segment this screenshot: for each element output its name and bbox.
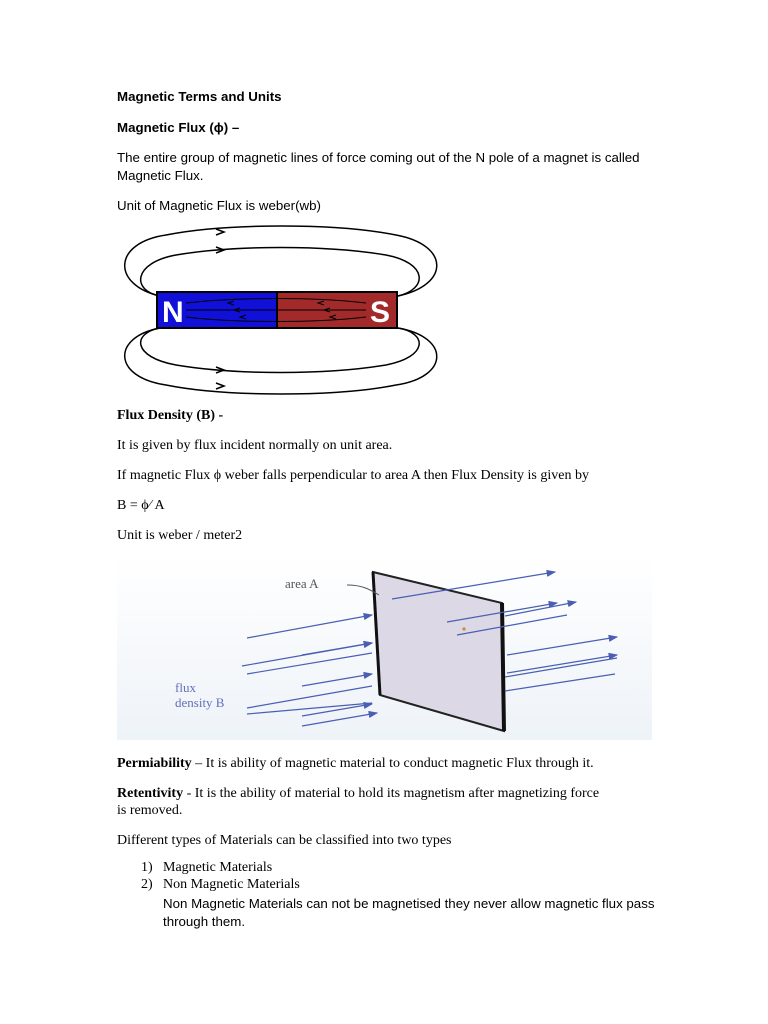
page-heading: Magnetic Terms and Units — [117, 89, 282, 104]
magnetic-flux-definition-1: The entire group of magnetic lines of force coming out of the N pole of a magnet is called — [117, 150, 640, 165]
flux-density-formula: B = ϕ⁄ A — [117, 498, 165, 513]
non-magnetic-note-1: Non Magnetic Materials can not be magnetised they never allow magnetic flux pass — [163, 896, 655, 911]
list-item — [141, 877, 300, 893]
flux-density-title: Flux Density (B) - — [117, 408, 224, 423]
flux-density-unit: Unit is weber / meter2 — [117, 528, 243, 543]
retentivity-paragraph-1 — [117, 785, 599, 802]
flux-label-line-2: density B — [175, 695, 225, 710]
flux-density-line-1: It is given by flux incident normally on unit area. — [117, 438, 393, 453]
field-line-top-outer — [125, 226, 437, 296]
permiability-term: Permiability — [117, 756, 192, 771]
retentivity-paragraph-2: is removed. — [117, 803, 183, 818]
magnetic-flux-definition-2: Magnetic Flux. — [117, 168, 204, 183]
classification-intro: Different types of Materials can be classified into two types — [117, 833, 452, 848]
list-item — [141, 860, 272, 876]
list-item-number: 2) — [141, 877, 153, 892]
retentivity-text: - It is the ability of material to hold its magnetism after magnetizing force — [183, 786, 600, 801]
list-item-label: Non Magnetic Materials — [163, 877, 300, 892]
bar-magnet-figure — [116, 225, 442, 395]
field-line-bottom-outer — [125, 328, 437, 394]
permiability-paragraph — [117, 755, 594, 772]
retentivity-term: Retentivity — [117, 786, 184, 801]
south-pole-label: S — [370, 296, 391, 329]
flux-label-line-1: flux — [175, 680, 196, 695]
north-pole-label: N — [162, 296, 184, 329]
field-line-top-inner — [141, 248, 420, 297]
magnetic-flux-unit: Unit of Magnetic Flux is weber(wb) — [117, 198, 321, 213]
flux-density-line-2: If magnetic Flux ϕ weber falls perpendicular to area A then Flux Density is given by — [117, 468, 589, 483]
area-a-label: area A — [285, 576, 319, 591]
list-item-number: 1) — [141, 860, 153, 875]
field-line-bottom-inner — [141, 328, 420, 373]
non-magnetic-note-2: through them. — [163, 914, 246, 929]
permiability-text: – It is ability of magnetic material to conduct magnetic Flux through it. — [191, 756, 594, 771]
flux-density-figure — [117, 555, 652, 740]
list-item-label: Magnetic Materials — [163, 860, 273, 875]
magnetic-flux-title: Magnetic Flux (ϕ) – — [117, 120, 240, 135]
